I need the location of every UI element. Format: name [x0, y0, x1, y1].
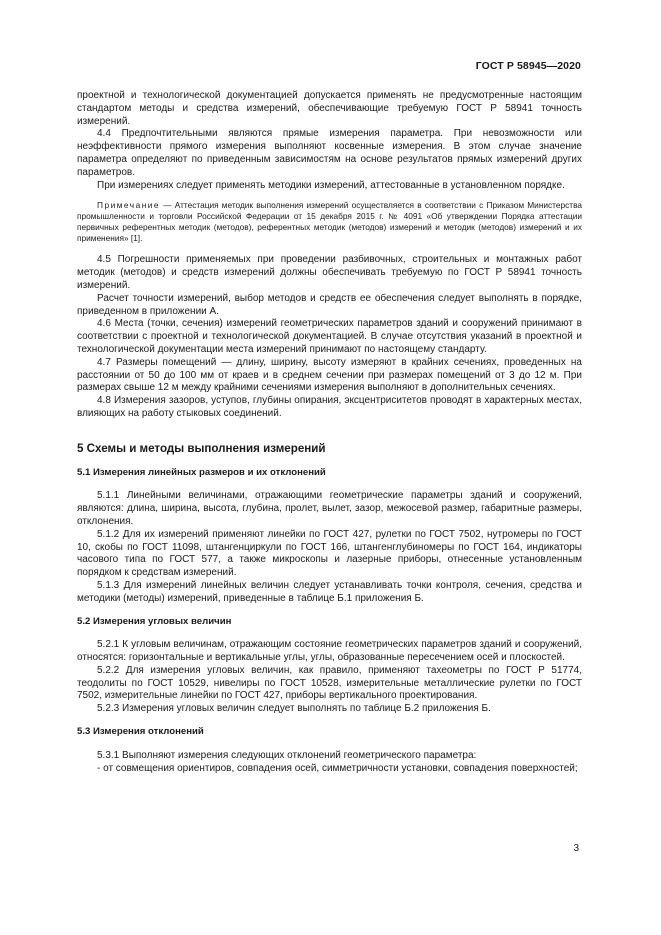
list-item-deviation: - от совмещения ориентиров, совпадения осей, симметричности установки, совпадения поверхностей; [97, 762, 578, 774]
paragraph-5-1-3: 5.1.3 Для измерений линейных величин следует устанавливать точки контроля, сечения, средства и методики (методы) измерений, приведенные в таблице Б.1 приложения Б. [77, 579, 582, 604]
document-body [77, 90, 582, 775]
paragraph-5-1-2: 5.1.2 Для их измерений применяют линейки по ГОСТ 427, рулетки по ГОСТ 7502, нутромеры по ГОСТ 10, скобы по ГОСТ 11098, штангенциркули по ГОСТ 166, штангенглубиномеры по ГОСТ 164, индикаторы часового типа по ГОСТ 577, а также микроскопы и лазерные приборы, отнесенные установленным порядком к средствам измерений. [77, 528, 582, 579]
subsection-5-1-heading: 5.1 Измерения линейных размеров и их отклонений [77, 466, 326, 478]
subsection-5-2-heading: 5.2 Измерения угловых величин [77, 615, 232, 627]
note-label: Примечание [97, 200, 161, 211]
paragraph-4-7: 4.7 Размеры помещений — длину, ширину, высоту измеряют в крайних сечениях, проведенных на расстоянии от 50 до 100 мм от краев и в среднем сечении при размерах помещений от 3 до 12 м. При размерах свыше 12 м между крайними сечениями измерения выполняют в дополнительных сечениях. [77, 356, 582, 394]
paragraph-5-1-1: 5.1.1 Линейными величинами, отражающими геометрические параметры зданий и сооружений, являются: длина, ширина, высота, глубина, пролет, вылет, зазор, межосевой размер, габаритные размеры, отклонения. [77, 490, 582, 527]
paragraph-5-3-1: 5.3.1 Выполняют измерения следующих отклонений геометрического параметра: [97, 749, 477, 761]
paragraph-accuracy: Расчет точности измерений, выбор методов и средств ее обеспечения следует выполнять в порядке, приведенном в приложении А. [77, 292, 582, 317]
paragraph-5-2-1: 5.2.1 К угловым величинам, отражающим состояние геометрических параметров зданий и сооружений, относятся: горизонтальные и вертикальные углы, углы, образованные пересечением осей и плоскостей. [77, 639, 582, 664]
note-text: — Аттестация методик выполнения измерений осуществляется в соответствии с Приказом Министерства промышленности и торговли Российской Федерации от 15 декабря 2015 г. № 4091 «Об утверждении Порядка аттестации первичных референтных методик (методов), референтных методик (методов) измерений и методик (методов) измерений и их применения» [1]. [77, 200, 582, 244]
paragraph-5-2-3: 5.2.3 Измерения угловых величин следует выполнять по таблице Б.2 приложения Б. [97, 703, 491, 715]
paragraph-4-5: 4.5 Погрешности применяемых при проведении разбивочных, строительных и монтажных работ методик (методов) и средств измерений должны обеспечивать требуемую по ГОСТ Р 58941 точность измерений. [77, 254, 582, 291]
section-5-heading: 5 Схемы и методы выполнения измерений [77, 441, 326, 455]
subsection-5-3-heading: 5.3 Измерения отклонений [77, 726, 204, 738]
paragraph-continued: проектной и технологической документацией допускается применять не предусмотренные настоящим стандартом методы и средства измерений, обеспечивающие требуемую ГОСТ Р 58941 точность измерений. [77, 90, 582, 127]
paragraph-4-4: 4.4 Предпочтительными являются прямые измерения параметра. При невозможности или неэффективности прямого измерения выполняют косвенные измерения. В этом случае значение параметра определяют по приведенным зависимостям на основе результатов прямых измерений других параметров. [77, 128, 582, 178]
paragraph-methods: При измерениях следует применять методики измерений, аттестованные в установленном порядке. [97, 179, 565, 191]
paragraph-4-6: 4.6 Места (точки, сечения) измерений геометрических параметров зданий и сооружений принимают в соответствии с проектной и технологической документацией. В случае отсутствия указаний в проектной и технологической документации места измерений принимают по настоящему стандарту. [77, 318, 582, 355]
paragraph-5-2-2: 5.2.2 Для измерения угловых величин, как правило, применяют тахеометры по ГОСТ Р 51774, теодолиты по ГОСТ 10529, нивелиры по ГОСТ 10528, измерительные металлические рулетки по ГОСТ 7502, измерительные линейки по ГОСТ 427, приборы вертикального проектирования. [77, 664, 582, 702]
document-standard-id: ГОСТ Р 58945—2020 [475, 60, 581, 72]
page-number: 3 [573, 843, 579, 854]
note [77, 200, 582, 244]
paragraph-4-8: 4.8 Измерения зазоров, уступов, глубины опирания, эксцентриситетов проводят в характерных местах, влияющих на работу стыковых соединений. [77, 395, 582, 419]
